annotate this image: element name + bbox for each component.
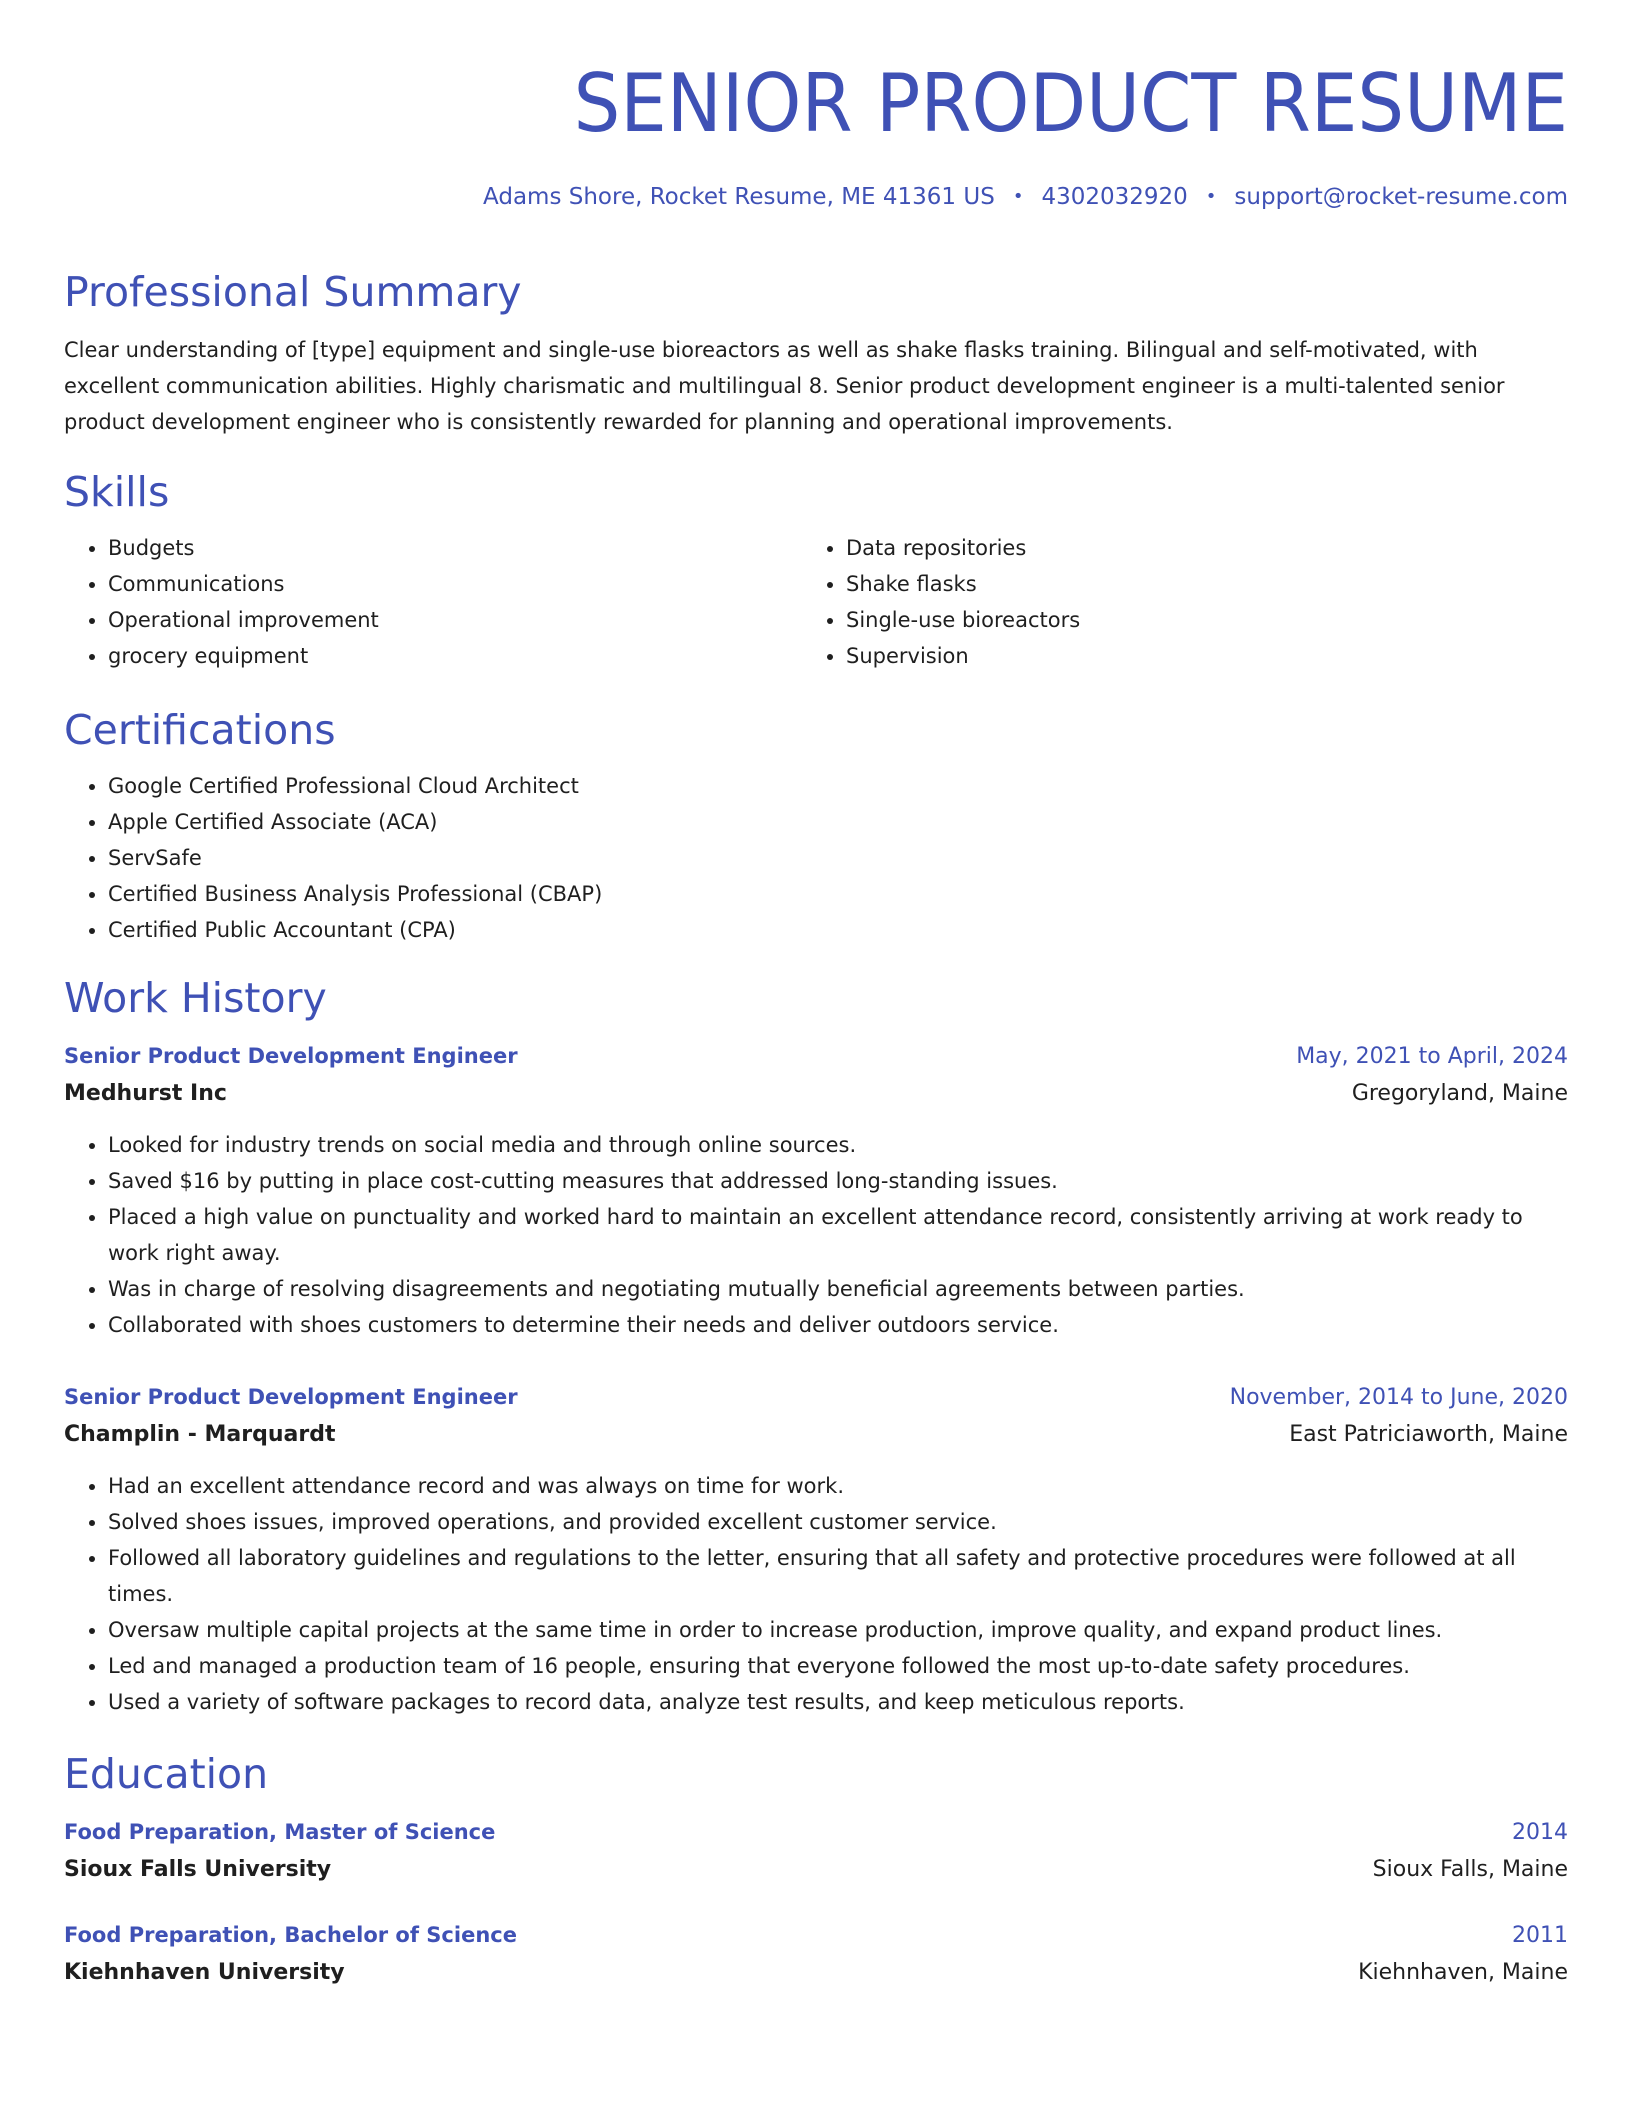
contact-line (64, 180, 1568, 214)
summary-text: Clear understanding of [type] equipment and single-use bioreactors as well as shake flasks training. Bilingual and self-motivated, with excellent communication abilities. Highly charismatic and multilingual 8. Senior product development engineer is a multi-talented senior product development engineer who is consistently rewarded for planning and operational improvements. (64, 338, 1505, 434)
certifications-list (64, 768, 1568, 948)
education-year: 2014 (1512, 1820, 1568, 1845)
job-bullet: • Solved shoes issues, improved operations, and provided excellent customer service. (108, 1504, 1568, 1540)
job-entry (64, 1038, 1568, 1343)
job-role: Senior Product Development Engineer (64, 1044, 518, 1068)
contact-phone: 4302032920 (1041, 184, 1188, 210)
job-bullet: • Followed all laboratory guidelines and regulations to the letter, ensuring that all safety and protective procedures were followed at all times. (108, 1540, 1568, 1612)
job-bullet: • Had an excellent attendance record and was always on time for work. (108, 1468, 1568, 1504)
contact-email: support@rocket-resume.com (1234, 184, 1568, 210)
job-bullet: • Saved $16 by putting in place cost-cutting measures that addressed long-standing issues. (108, 1163, 1568, 1199)
skills-list-right (802, 530, 1540, 674)
job-location: Gregoryland, Maine (1351, 1081, 1568, 1106)
skill-item: • Shake flasks (846, 566, 1540, 602)
skill-item: • Operational improvement (108, 602, 802, 638)
job-header-row (64, 1038, 1568, 1075)
job-bullets (64, 1468, 1568, 1720)
certification-item: • Certified Public Accountant (CPA) (108, 912, 1568, 948)
skill-item: • Data repositories (846, 530, 1540, 566)
education-school: Kiehnhaven University (64, 1960, 345, 1985)
job-bullets (64, 1127, 1568, 1343)
job-bullet: • Used a variety of software packages to record data, analyze test results, and keep meticulous reports. (108, 1684, 1568, 1720)
job-bullet: • Looked for industry trends on social media and through online sources. (108, 1127, 1568, 1163)
contact-separator: • (1205, 186, 1217, 207)
education-year: 2011 (1512, 1923, 1568, 1948)
education-school: Sioux Falls University (64, 1857, 332, 1882)
skills-list-left (64, 530, 802, 674)
contact-address: Adams Shore, Rocket Resume, ME 41361 US (483, 184, 995, 210)
skill-item: • grocery equipment (108, 638, 802, 674)
job-role: Senior Product Development Engineer (64, 1385, 518, 1409)
job-company-row (64, 1416, 1568, 1454)
certification-item: • Apple Certified Associate (ACA) (108, 804, 1568, 840)
resume-name: SENIOR PRODUCT RESUME (573, 57, 1568, 150)
skills-grid (64, 530, 1568, 674)
certification-item: • ServSafe (108, 840, 1568, 876)
education-header-row (64, 1814, 1568, 1851)
education-entry (64, 1814, 1568, 1889)
contact-separator: • (1012, 186, 1024, 207)
education-location: Sioux Falls, Maine (1372, 1857, 1568, 1882)
education-location: Kiehnhaven, Maine (1358, 1960, 1568, 1985)
job-company: Medhurst Inc (64, 1081, 227, 1106)
education-school-row (64, 1954, 1568, 1992)
skill-item: • Communications (108, 566, 802, 602)
education-header-row (64, 1917, 1568, 1954)
job-entry (64, 1379, 1568, 1720)
resume-header (64, 56, 1568, 214)
education-title: Education (64, 1750, 269, 1798)
skills-title: Skills (64, 468, 170, 516)
education-degree: Food Preparation, Bachelor of Science (64, 1923, 517, 1947)
job-dates: November, 2014 to June, 2020 (1229, 1385, 1568, 1410)
education-section (64, 1748, 1568, 1992)
job-bullet: • Led and managed a production team of 16 people, ensuring that everyone followed the most up-to-date safety procedures. (108, 1648, 1568, 1684)
skills-section (64, 466, 1568, 674)
work-history-section (64, 972, 1568, 1720)
job-header-row (64, 1379, 1568, 1416)
education-degree: Food Preparation, Master of Science (64, 1820, 496, 1844)
summary-title: Professional Summary (64, 268, 522, 316)
education-entry (64, 1917, 1568, 1992)
skill-item: • Single-use bioreactors (846, 602, 1540, 638)
certifications-section (64, 704, 1568, 948)
job-bullet: • Oversaw multiple capital projects at the same time in order to increase production, improve quality, and expand product lines. (108, 1612, 1568, 1648)
skill-item: • Budgets (108, 530, 802, 566)
job-bullet: • Collaborated with shoes customers to determine their needs and deliver outdoors service. (108, 1307, 1568, 1343)
work-history-title: Work History (64, 974, 327, 1022)
certification-item: • Certified Business Analysis Professional (CBAP) (108, 876, 1568, 912)
job-company-row (64, 1075, 1568, 1113)
job-bullet: • Was in charge of resolving disagreements and negotiating mutually beneficial agreements between parties. (108, 1271, 1568, 1307)
job-company: Champlin - Marquardt (64, 1422, 336, 1447)
job-location: East Patriciaworth, Maine (1289, 1422, 1568, 1447)
certification-item: • Google Certified Professional Cloud Architect (108, 768, 1568, 804)
skill-item: • Supervision (846, 638, 1540, 674)
certifications-title: Certifications (64, 706, 336, 754)
job-dates: May, 2021 to April, 2024 (1296, 1044, 1568, 1069)
summary-section (64, 266, 1568, 440)
education-school-row (64, 1851, 1568, 1889)
job-bullet: • Placed a high value on punctuality and worked hard to maintain an excellent attendance record, consistently arriving at work ready to work right away. (108, 1199, 1568, 1271)
